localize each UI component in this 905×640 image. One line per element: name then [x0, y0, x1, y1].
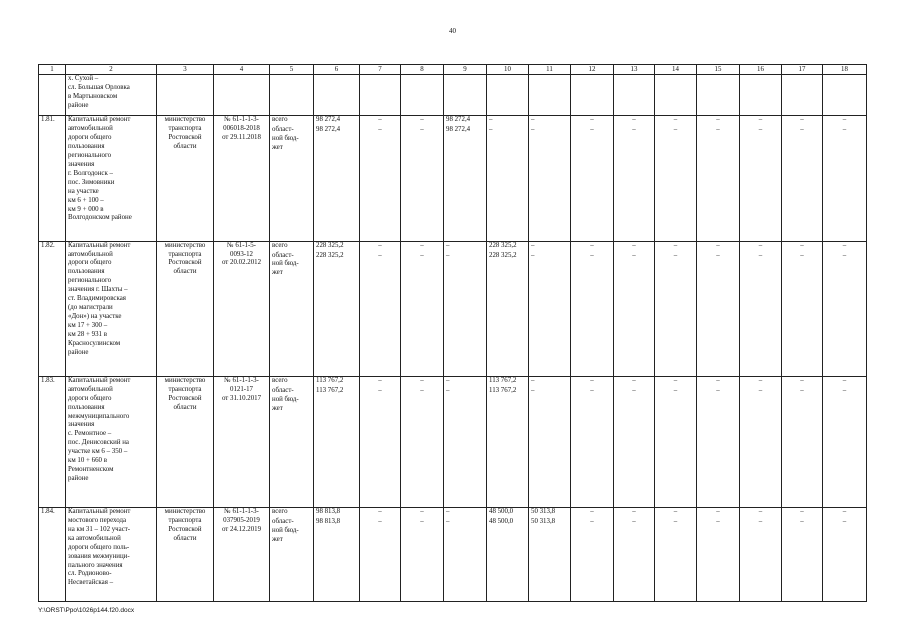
value-regional: – — [673, 251, 678, 259]
value-cell — [487, 376, 529, 507]
value-total: – — [590, 241, 594, 249]
value-cell — [823, 508, 867, 602]
value-regional: – — [531, 386, 535, 394]
value-regional: – — [673, 126, 678, 134]
value-regional: 228 325,2 — [316, 251, 344, 259]
value-regional: – — [800, 386, 804, 394]
value-regional: – — [673, 386, 678, 394]
value-regional: – — [446, 386, 450, 394]
table-row — [39, 116, 867, 241]
value-total: – — [716, 116, 720, 124]
object-name: х. Сухой – сл. Большая Орловка в Мартыновском районе — [66, 75, 157, 116]
value-regional: – — [420, 386, 424, 394]
value-cell — [571, 241, 614, 376]
value-cell — [614, 508, 655, 602]
value-cell — [614, 376, 655, 507]
empty-cell — [782, 75, 823, 116]
funding-source — [270, 116, 314, 241]
value-total: – — [590, 116, 594, 124]
value-regional: – — [590, 251, 594, 259]
value-cell — [740, 508, 782, 602]
value-cell — [487, 241, 529, 376]
value-regional: – — [590, 518, 594, 525]
header-cell: 16 — [740, 65, 782, 75]
value-total: – — [446, 508, 450, 516]
value-regional: – — [842, 386, 847, 394]
value-cell — [529, 376, 571, 507]
value-cell — [487, 508, 529, 602]
value-total: – — [758, 116, 763, 124]
empty-cell — [655, 75, 697, 116]
value-total: 98 272,4 — [316, 116, 341, 124]
value-regional: – — [632, 518, 636, 525]
value-total: – — [446, 241, 450, 249]
source-regional-budget: област- ной бюд- жет — [272, 251, 299, 277]
value-total: 228 325,2 — [316, 241, 344, 249]
funding-source — [270, 376, 314, 507]
value-cell — [401, 508, 444, 602]
value-regional: – — [378, 126, 382, 134]
source-regional-budget: област- ной бюд- жет — [272, 386, 299, 412]
value-regional: – — [758, 126, 763, 134]
header-cell: 18 — [823, 65, 867, 75]
value-total: – — [378, 116, 382, 124]
empty-cell — [157, 75, 214, 116]
value-cell — [614, 116, 655, 241]
value-total: – — [420, 116, 424, 124]
funding-source — [270, 508, 314, 602]
value-total: – — [842, 241, 847, 249]
value-cell — [655, 241, 697, 376]
value-cell — [314, 508, 360, 602]
empty-cell — [444, 75, 487, 116]
value-total: – — [590, 376, 594, 384]
header-cell: 8 — [401, 65, 444, 75]
value-regional: – — [590, 386, 594, 394]
value-regional: – — [800, 126, 804, 134]
value-total: – — [800, 508, 804, 516]
value-total: – — [673, 241, 678, 249]
customer-org: министерство транспорта Ростовской области — [157, 241, 214, 376]
value-regional: – — [716, 386, 720, 394]
value-total: – — [673, 376, 678, 384]
value-regional: – — [446, 251, 450, 259]
header-row — [39, 65, 867, 75]
value-total: – — [632, 376, 636, 384]
value-regional: – — [378, 518, 382, 525]
empty-cell — [571, 75, 614, 116]
value-cell — [655, 116, 697, 241]
value-cell — [782, 241, 823, 376]
table-row — [39, 376, 867, 507]
value-regional: 228 325,2 — [489, 251, 517, 259]
value-cell — [360, 508, 401, 602]
empty-cell — [529, 75, 571, 116]
value-total: – — [446, 376, 450, 384]
header-cell: 10 — [487, 65, 529, 75]
empty-cell — [314, 75, 360, 116]
value-regional: – — [716, 126, 720, 134]
empty-cell — [360, 75, 401, 116]
header-cell: 13 — [614, 65, 655, 75]
value-cell — [314, 376, 360, 507]
value-regional: – — [716, 251, 720, 259]
customer-org: министерство транспорта Ростовской области — [157, 116, 214, 241]
value-regional: – — [378, 386, 382, 394]
value-total: – — [800, 376, 804, 384]
value-cell — [487, 116, 529, 241]
value-regional: 48 500,0 — [489, 518, 514, 525]
table-row — [39, 508, 867, 602]
value-regional: 50 313,8 — [531, 518, 556, 525]
value-cell — [529, 241, 571, 376]
value-regional: – — [842, 518, 847, 525]
value-cell — [444, 376, 487, 507]
value-total: – — [842, 116, 847, 124]
value-cell — [697, 376, 740, 507]
value-total: – — [531, 116, 535, 124]
empty-cell — [401, 75, 444, 116]
header-cell: 12 — [571, 65, 614, 75]
value-total: 113 767,2 — [489, 376, 517, 384]
empty-cell — [487, 75, 529, 116]
value-regional: – — [632, 251, 636, 259]
value-regional: – — [842, 251, 847, 259]
value-regional: – — [531, 126, 535, 134]
value-cell — [740, 116, 782, 241]
value-regional: – — [758, 518, 763, 525]
value-total: – — [489, 116, 493, 124]
value-regional: – — [420, 251, 424, 259]
value-cell — [401, 376, 444, 507]
value-cell — [444, 116, 487, 241]
value-regional: – — [632, 126, 636, 134]
empty-cell — [823, 75, 867, 116]
value-total: – — [590, 508, 594, 516]
value-total: – — [673, 116, 678, 124]
value-cell — [314, 241, 360, 376]
value-regional: – — [531, 251, 535, 259]
empty-cell — [740, 75, 782, 116]
row-number: 1.81. — [39, 116, 66, 241]
value-total: – — [632, 116, 636, 124]
empty-cell — [614, 75, 655, 116]
header-cell: 9 — [444, 65, 487, 75]
value-cell — [360, 116, 401, 241]
header-cell: 5 — [270, 65, 314, 75]
object-name: Капитальный ремонт мостового перехода на км 31 – 102 участ- ка автомобильной дороги общего поль- зования межмуници- пального значения сл. Родионово- Несветайская – — [66, 508, 157, 602]
value-total: – — [632, 508, 636, 516]
header-cell: 2 — [66, 65, 157, 75]
project-doc: № 61-1-5- 0093-12 от 20.02.2012 — [214, 241, 270, 376]
project-doc: № 61-1-1-3- 006018-2018 от 29.11.2018 — [214, 116, 270, 241]
value-total: – — [420, 508, 424, 516]
customer-org: министерство транспорта Ростовской области — [157, 376, 214, 507]
header-cell: 17 — [782, 65, 823, 75]
value-total: – — [716, 241, 720, 249]
value-regional: – — [673, 518, 678, 525]
value-total: 98 813,8 — [316, 508, 341, 516]
row-number: 1.84. — [39, 508, 66, 602]
empty-cell — [697, 75, 740, 116]
value-regional: – — [378, 251, 382, 259]
header-cell: 11 — [529, 65, 571, 75]
value-regional: 98 272,4 — [316, 126, 341, 134]
value-regional: – — [758, 251, 763, 259]
value-total: – — [716, 508, 720, 516]
row-number: 1.82. — [39, 241, 66, 376]
value-total: – — [758, 508, 763, 516]
value-total: – — [378, 508, 382, 516]
object-name: Капитальный ремонт автомобильной дороги общего пользования регионального значения г. Волгодонск – пос. Зимовники на участке км 6 + 100 – км 9 + 000 в Волгодонском районе — [66, 116, 157, 241]
value-cell — [740, 241, 782, 376]
header-cell: 3 — [157, 65, 214, 75]
source-total: всего — [272, 508, 288, 516]
value-cell — [314, 116, 360, 241]
header-cell: 7 — [360, 65, 401, 75]
value-total: 228 325,2 — [489, 241, 517, 249]
value-cell — [360, 376, 401, 507]
value-total: 50 313,8 — [531, 508, 556, 516]
continuation-row — [39, 75, 867, 116]
value-cell — [823, 376, 867, 507]
customer-org: министерство транспорта Ростовской области — [157, 508, 214, 602]
funding-source — [270, 241, 314, 376]
project-doc: № 61-1-1-3- 0121-17 от 31.10.2017 — [214, 376, 270, 507]
value-regional: – — [842, 126, 847, 134]
project-doc: № 61-1-1-3- 037905-2019 от 24.12.2019 — [214, 508, 270, 602]
file-path-footer: Y:\ORST\Ppo\1026p144.f20.docx — [38, 607, 135, 614]
value-total: 98 272,4 — [446, 116, 471, 124]
value-cell — [571, 508, 614, 602]
value-total: – — [800, 241, 804, 249]
row-number: 1.83. — [39, 376, 66, 507]
header-cell: 4 — [214, 65, 270, 75]
value-total: – — [673, 508, 678, 516]
value-regional: – — [800, 518, 804, 525]
value-cell — [444, 508, 487, 602]
table-row — [39, 241, 867, 376]
value-cell — [823, 116, 867, 241]
source-regional-budget: област- ной бюд- жет — [272, 126, 299, 152]
header-cell: 14 — [655, 65, 697, 75]
object-name: Капитальный ремонт автомобильной дороги общего пользования межмуниципального значения с. Ремонтное – пос. Денисовский на участке км 6 – 350 – км 10 + 660 в Ремонтненском районе — [66, 376, 157, 507]
value-total: – — [420, 241, 424, 249]
value-cell — [529, 116, 571, 241]
value-total: – — [378, 376, 382, 384]
value-cell — [571, 376, 614, 507]
value-cell — [614, 241, 655, 376]
header-cell: 1 — [39, 65, 66, 75]
value-regional: 98 813,8 — [316, 518, 341, 525]
value-regional: – — [758, 386, 763, 394]
value-total: – — [758, 241, 763, 249]
value-regional: 98 272,4 — [446, 126, 471, 134]
value-cell — [782, 376, 823, 507]
source-total: всего — [272, 376, 288, 384]
value-total: – — [842, 508, 847, 516]
value-total: 48 500,0 — [489, 508, 514, 516]
value-cell — [401, 116, 444, 241]
page-number: 40 — [449, 27, 456, 35]
value-cell — [782, 508, 823, 602]
value-cell — [655, 376, 697, 507]
investment-table — [38, 64, 867, 602]
value-regional: – — [446, 518, 450, 525]
value-cell — [697, 241, 740, 376]
header-cell: 15 — [697, 65, 740, 75]
value-cell — [529, 508, 571, 602]
value-regional: – — [716, 518, 720, 525]
header-cell: 6 — [314, 65, 360, 75]
value-cell — [823, 241, 867, 376]
empty-cell — [270, 75, 314, 116]
source-regional-budget: област- ной бюд- жет — [272, 518, 299, 543]
value-regional: – — [420, 518, 424, 525]
empty-cell — [39, 75, 66, 116]
value-regional: – — [632, 386, 636, 394]
value-total: – — [531, 376, 535, 384]
value-cell — [740, 376, 782, 507]
value-total: – — [632, 241, 636, 249]
value-cell — [697, 508, 740, 602]
value-cell — [360, 241, 401, 376]
value-cell — [401, 241, 444, 376]
value-total: – — [842, 376, 847, 384]
value-cell — [697, 116, 740, 241]
value-total: – — [758, 376, 763, 384]
value-cell — [655, 508, 697, 602]
source-total: всего — [272, 241, 288, 249]
source-total: всего — [272, 116, 288, 124]
value-total: – — [420, 376, 424, 384]
value-regional: – — [800, 251, 804, 259]
value-regional: – — [420, 126, 424, 134]
value-total: 113 767,2 — [316, 376, 344, 384]
value-total: – — [716, 376, 720, 384]
value-regional: 113 767,2 — [489, 386, 517, 394]
value-regional: 113 767,2 — [316, 386, 344, 394]
value-regional: – — [489, 126, 493, 134]
value-cell — [444, 241, 487, 376]
value-total: – — [800, 116, 804, 124]
value-total: – — [378, 241, 382, 249]
value-regional: – — [590, 126, 594, 134]
value-cell — [782, 116, 823, 241]
object-name: Капитальный ремонт автомобильной дороги общего пользования регионального значения г. Шахты – ст. Владимировская (до магистрали «Дон») на участке км 17 + 300 – км 28 + 931 в Красносулинском районе — [66, 241, 157, 376]
empty-cell — [214, 75, 270, 116]
value-cell — [571, 116, 614, 241]
value-total: – — [531, 241, 535, 249]
